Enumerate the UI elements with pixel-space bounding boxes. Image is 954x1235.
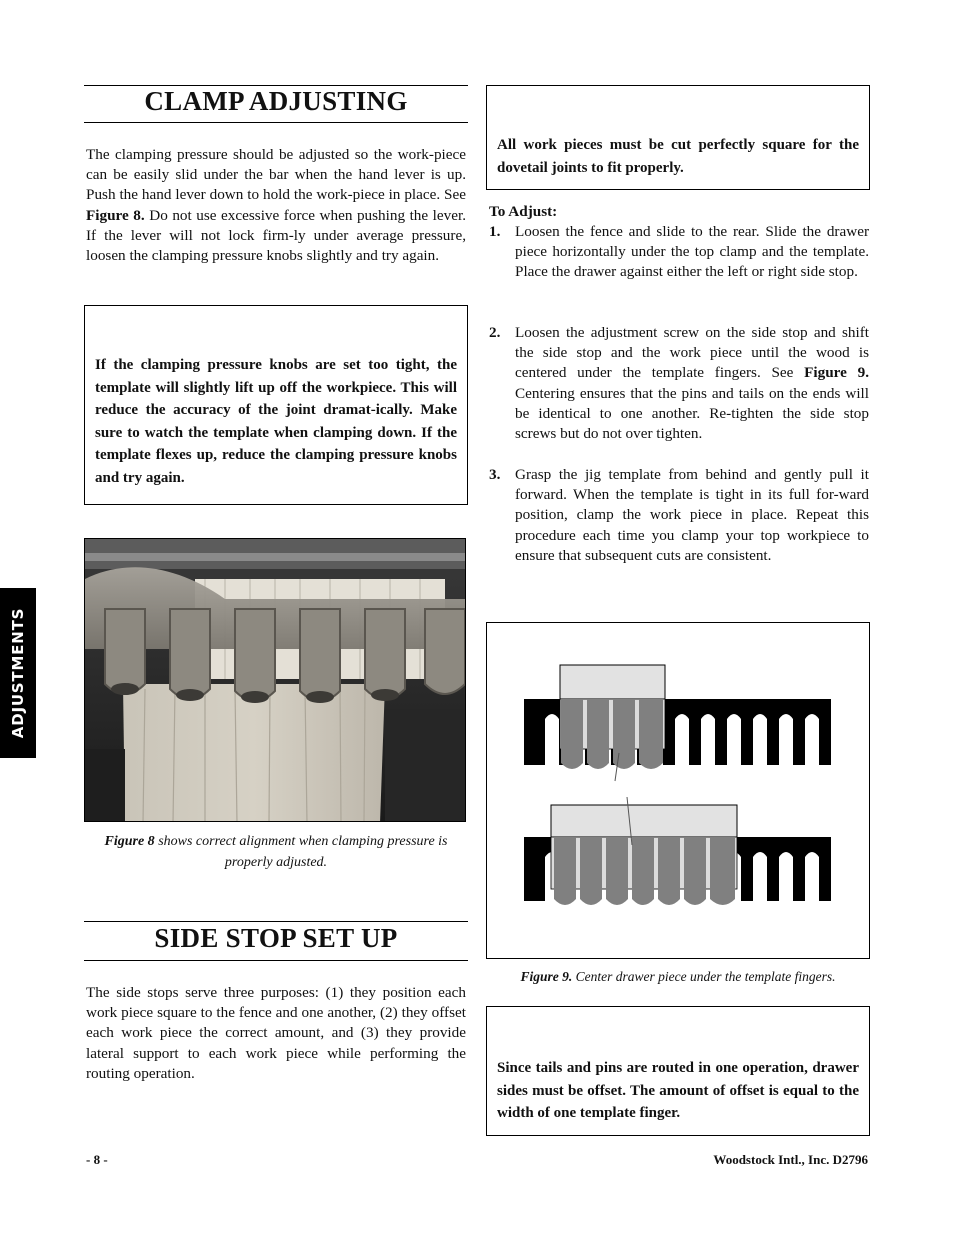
step-3 [489, 465, 869, 566]
step-2-number: 2. [489, 324, 501, 341]
clamp-warning-box [84, 305, 468, 505]
figure-8-caption-label: Figure 8 [104, 834, 155, 849]
footer-company: Woodstock Intl., Inc. D2796 [713, 1152, 868, 1167]
clamp-body-post: Do not use excessive force when pushing the lever. If the lever will not lock firm-ly under average pressure, loosen the clamping pressure knobs slightly and try again. [86, 206, 466, 265]
clamp-body-text [86, 145, 466, 266]
step-2 [489, 323, 869, 444]
clamp-warning-text: If the clamping pressure knobs are set too tight, the template will slightly lift up off the workpiece. This will reduce the accuracy of the joint dramat-ically. Make sure to watch the template when clamping down. If the template flexes up, reduce the clamping pressure knobs and try again. [95, 357, 457, 486]
clamp-adjusting-title: CLAMP ADJUSTING [144, 86, 408, 116]
adjustments-side-tab-label: ADJUSTMENTS [9, 607, 27, 739]
offset-note-box [486, 1006, 870, 1136]
step-2-text-post: Centering ensures that the pins and tails on the ends will be identical to one another. Re-tighten the side stop screws but do not over tighten. [515, 384, 869, 443]
figure-9-caption-text: Center drawer piece under the template fingers. [572, 969, 836, 984]
side-stop-title-rule-top [84, 921, 468, 922]
to-adjust-heading: To Adjust: [489, 203, 558, 220]
step-3-text: Grasp the jig template from behind and gently pull it forward. When the template is tight in its full for-ward position, clamp the work piece in place. Repeat this procedure each time you clamp your top workpiece to ensure that subsequent cuts are consistent. [515, 466, 869, 564]
bottom-template-group [524, 797, 831, 905]
figure-9-caption-label: Figure 9. [520, 969, 573, 984]
top-template-group [524, 665, 831, 781]
figure-8-caption [84, 831, 468, 873]
step-2-text-pre: Loosen the adjustment screw on the side stop and shift the side stop and the work piece until the wood is centered under the template fingers. See [515, 324, 869, 382]
step-3-number: 3. [489, 466, 501, 483]
figure-8-ref: Figure 8. [86, 206, 145, 224]
template-fingers-photo-drawing [85, 539, 466, 822]
figure-8-photo [84, 538, 466, 822]
figure-9-caption [486, 966, 870, 987]
figure-9-diagram [486, 622, 870, 959]
clamp-title-rule-bottom [84, 122, 468, 123]
adjustments-side-tab [0, 588, 36, 758]
step-1-number: 1. [489, 223, 501, 240]
side-stop-title-rule-bottom [84, 960, 468, 961]
square-note-box [486, 85, 870, 190]
figure-9-ref: Figure 9. [804, 364, 870, 382]
page-number: - 8 - [86, 1152, 108, 1167]
step-1-text: Loosen the fence and slide to the rear. Slide the drawer piece horizontally under the top clamp and the template. Place the drawer against either the left or right side stop. [515, 223, 869, 281]
side-stop-body: The side stops serve three purposes: (1) they position each work piece square to the fence and one another, (2) they offset each work piece the correct amount, and (3) they provide lateral support to each work piece while performing the routing operation. [86, 984, 466, 1082]
step-2-text [515, 323, 869, 444]
offset-note-text: Since tails and pins are routed in one operation, drawer sides must be offset. The amount of offset is equal to the width of one template finger. [497, 1060, 859, 1122]
drawer-centering-diagram [487, 623, 868, 957]
square-note-text: All work pieces must be cut perfectly square for the dovetail joints to fit properly. [497, 137, 859, 176]
step-1 [489, 222, 869, 283]
figure-8-caption-text: shows correct alignment when clamping pressure is properly adjusted. [154, 834, 448, 870]
side-stop-title: SIDE STOP SET UP [154, 923, 398, 953]
clamp-body-pre: The clamping pressure should be adjusted so the work-piece can be easily slid under the bar when the hand lever is up. Push the hand lever down to hold the work-piece in place. See [86, 146, 466, 204]
